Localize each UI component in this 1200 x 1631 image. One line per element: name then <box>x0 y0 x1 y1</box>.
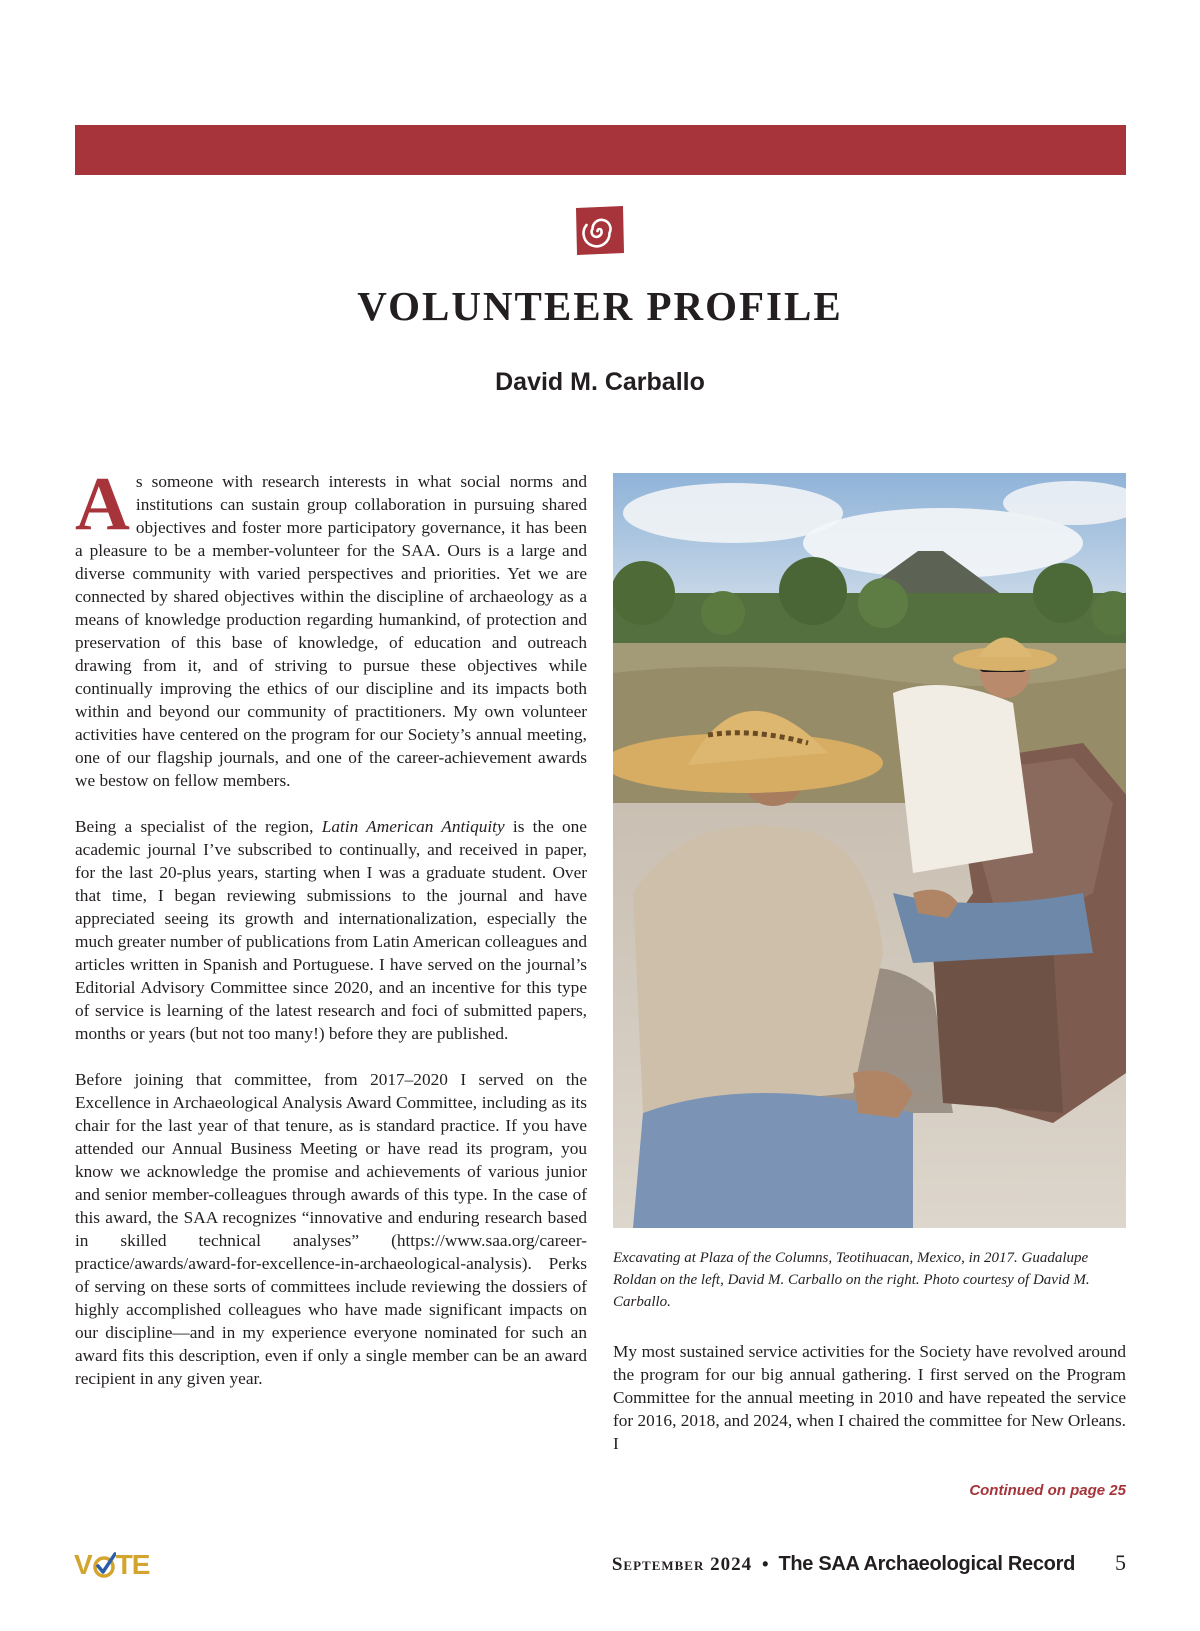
issue-date: September 2024 <box>611 1554 753 1575</box>
page-footer <box>612 1550 1126 1576</box>
journal-title: Latin American Antiquity <box>321 817 505 836</box>
article-paragraph-3: Before joining that committee, from 2017–2020 I served on the Excellence in Archaeological Analysis Award Committee, including as its chair for the last year of that tenure, as is standard practice. If you have attended our Annual Business Meeting or have read its program, you know we acknowledge the promise and achievements of various junior and senior member-colleagues through awards of this type. In the case of this award, the SAA recognizes “innovative and enduring research based in skilled technical analyses” (https://www.saa.org/career-practice/awards/award-for-excellence-in-archaeological-analysis). Perks of serving on these sorts of committees include reviewing the dossiers of highly accomplished colleagues who have made significant impacts on our discipline—and in my experience everyone nominated for such an award fits this description, even if only a single member can be an award recipient in any given year. <box>75 1070 587 1388</box>
article-paragraph-2 <box>75 815 587 1045</box>
photo-caption: Excavating at Plaza of the Columns, Teotihuacan, Mexico, in 2017. Guadalupe Roldan on the left, David M. Carballo on the right. Photo courtesy of David M. Carballo. <box>613 1250 1090 1310</box>
paragraph-2-text-b: is the one academic journal I’ve subscribed to continually, and received in paper, for the last 20-plus years, starting when I was a graduate student. Over that time, I began reviewing submissions to the journal and have appreciated seeing its growth and internationalization, especially the much greater number of publications from Latin American colleagues and articles written in Spanish and Portuguese. I have served on the journal’s Editorial Advisory Committee since 2020, and an incentive for this type of service is learning of the latest research and foci of submitted papers, months or years (but not too many!) before they are published. <box>75 817 588 1043</box>
excavation-photo-illustration <box>613 473 1126 1228</box>
article-right-column <box>613 1340 1126 1455</box>
vote-letters-te: TE <box>115 1549 150 1580</box>
article-paragraph-4: My most sustained service activities for the Society have revolved around the program for our big annual gathering. I first served on the Program Committee for the annual meeting in 2010 and have repeated the service for 2016, 2018, and 2024, when I chaired the committee for New Orleans. I <box>613 1342 1126 1453</box>
paragraph-2-text-a: Being a specialist of the region, <box>75 817 322 836</box>
vote-letter-v: V <box>74 1549 92 1580</box>
article-paragraph-1 <box>75 462 587 792</box>
continued-on-page-link[interactable]: Continued on page 25 <box>969 1482 1126 1499</box>
page-title: VOLUNTEER PROFILE <box>357 283 843 329</box>
vote-logo[interactable] <box>74 1547 149 1583</box>
excavation-photo <box>613 473 1126 1228</box>
paragraph-1-text: s someone with research interests in what social norms and institutions can sustain group collaboration in pursuing shared objectives and foster more participatory governance, it has been a pleasure to be a member-volunteer for the SAA. Ours is a large and diverse community with varied perspectives and priorities. Yet we are connected by shared objectives within the discipline of archaeology as a means of knowledge production regarding humankind, of protection and preservation of this base of knowledge, of education and outreach drawing from it, and of striving to pursue these objectives while continually improving the ethics of our discipline and its impacts both within and beyond our community of practitioners. My own volunteer activities have centered on the program for our Society’s annual meeting, one of our flagship journals, and one of the career-achievement awards we bestow on fellow members. <box>75 472 587 790</box>
footer-bullet: • <box>762 1554 769 1574</box>
spiral-logo-icon <box>573 204 626 257</box>
drop-cap: A <box>75 462 130 546</box>
header-color-bar <box>75 125 1126 175</box>
publication-title: The SAA Archaeological Record <box>778 1553 1075 1575</box>
author-name: David M. Carballo <box>495 368 705 396</box>
page-number: 5 <box>1115 1550 1126 1575</box>
vote-check-circle-icon <box>92 1551 116 1579</box>
article-left-column <box>75 462 588 1413</box>
